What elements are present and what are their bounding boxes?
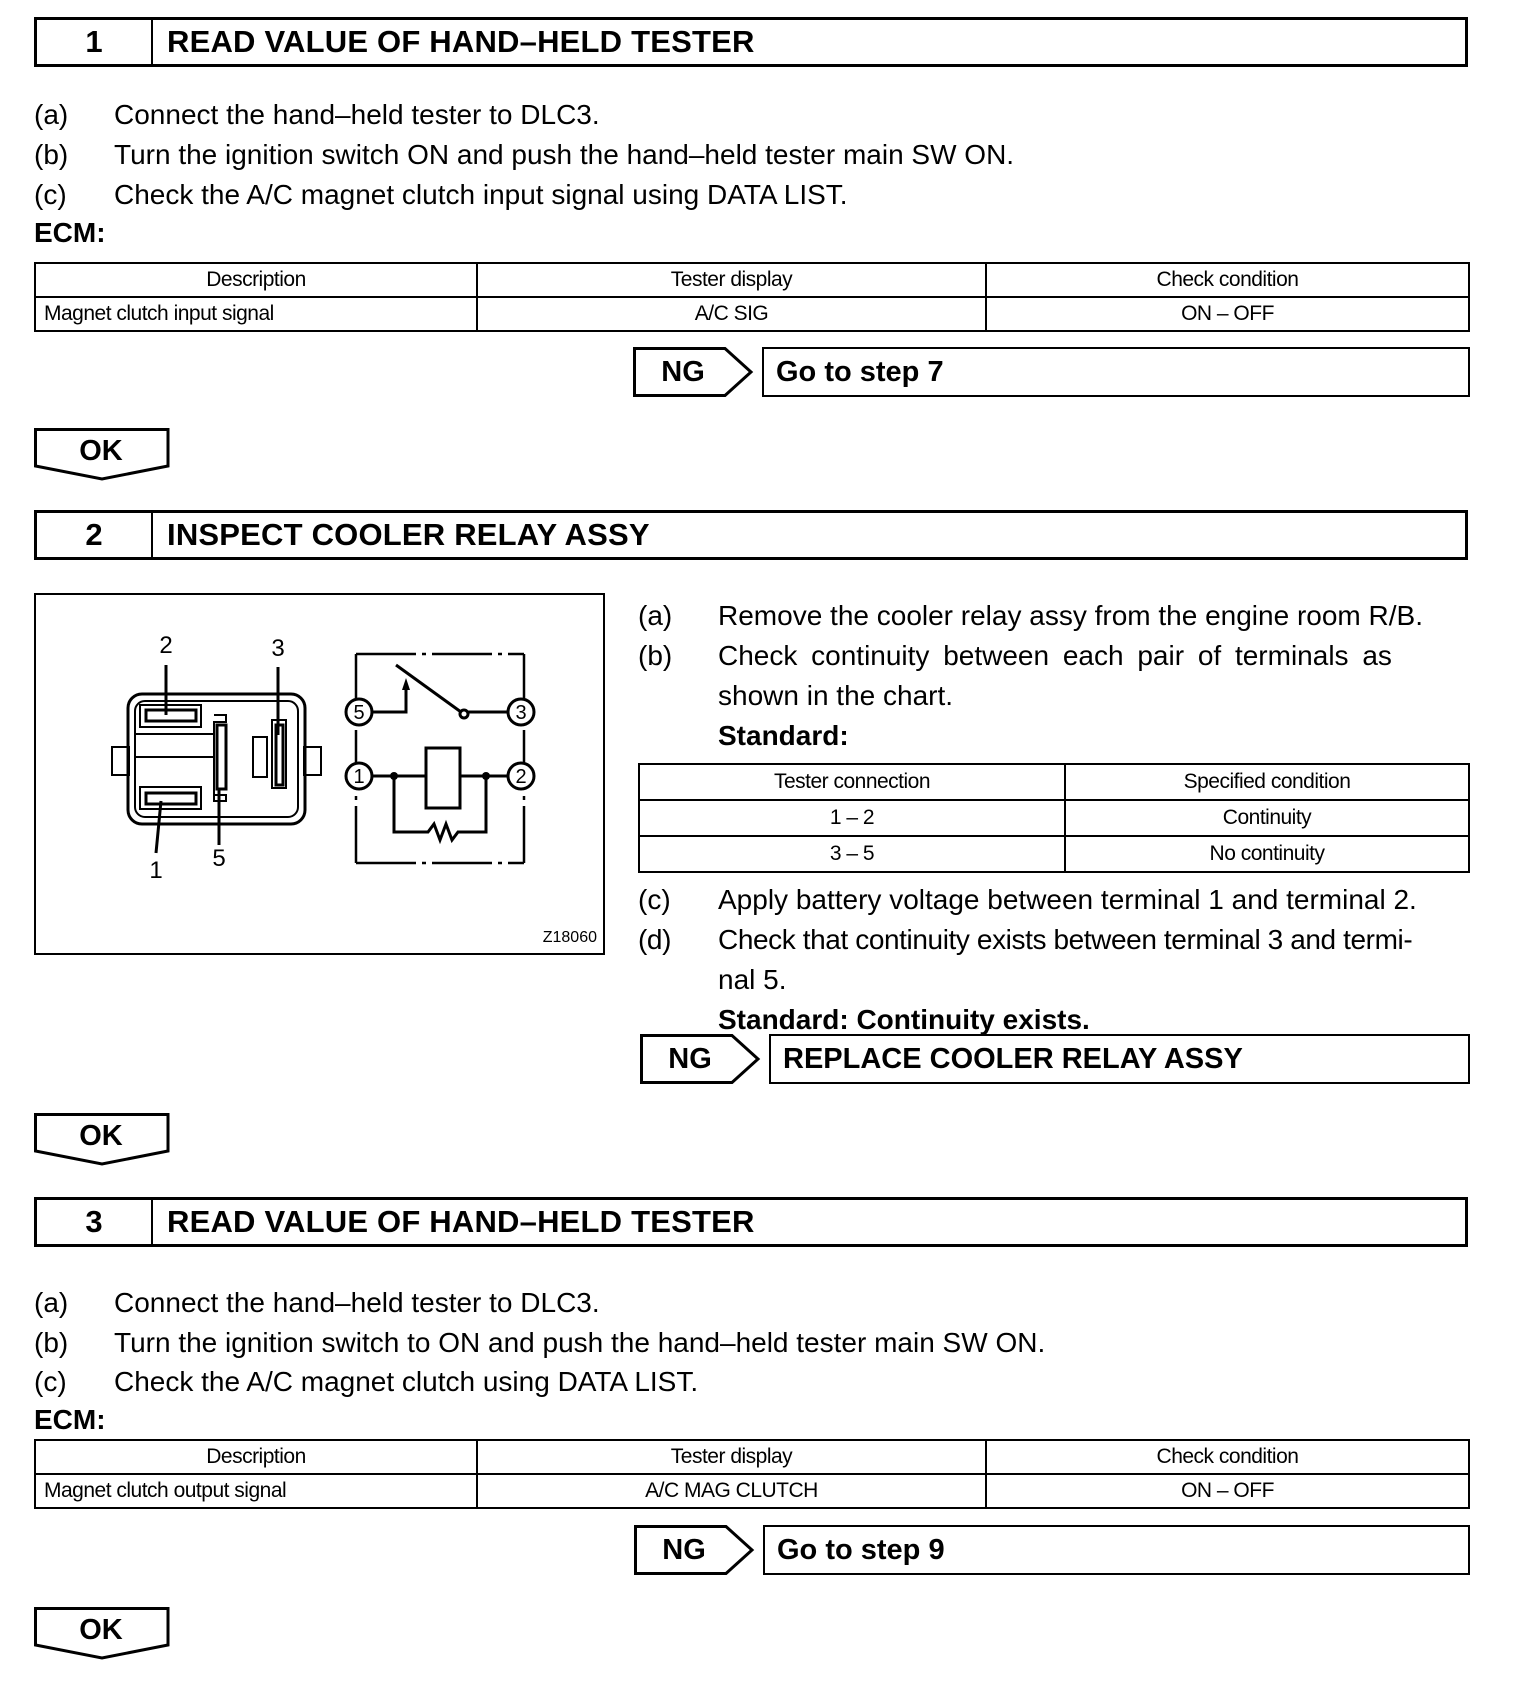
table-header-row bbox=[639, 764, 1469, 800]
instruction-item bbox=[34, 1323, 1045, 1363]
instruction-text: Check the A/C magnet clutch input signal using DATA LIST. bbox=[114, 179, 848, 210]
svg-text:2: 2 bbox=[515, 766, 527, 788]
instruction-label: (a) bbox=[34, 1287, 69, 1318]
instruction-text: Apply battery voltage between terminal 1 and terminal 2. bbox=[718, 884, 1417, 915]
instruction-item bbox=[34, 95, 600, 135]
column-header: Tester connection bbox=[639, 764, 1065, 800]
instruction-label: (a) bbox=[638, 600, 673, 631]
table-cell: ON – OFF bbox=[986, 1474, 1469, 1508]
ng-branch[interactable] bbox=[634, 1525, 1470, 1575]
ok-branch[interactable] bbox=[34, 428, 174, 482]
svg-text:1: 1 bbox=[353, 766, 365, 788]
continuity-table bbox=[638, 763, 1470, 873]
instruction-text: Connect the hand–held tester to DLC3. bbox=[114, 1287, 600, 1318]
table-row bbox=[639, 800, 1469, 836]
svg-text:3: 3 bbox=[515, 702, 527, 724]
ng-arrow-icon bbox=[634, 1525, 756, 1575]
instruction-text: Check continuity between each pair of terminals as bbox=[718, 640, 1392, 671]
step-title: READ VALUE OF HAND–HELD TESTER bbox=[167, 1204, 755, 1239]
relay-diagram bbox=[34, 593, 605, 955]
column-header: Description bbox=[35, 1440, 477, 1474]
table-cell: Magnet clutch output signal bbox=[35, 1474, 477, 1508]
step-title: INSPECT COOLER RELAY ASSY bbox=[167, 517, 650, 552]
step-1-header bbox=[34, 17, 1468, 67]
step-number: 1 bbox=[37, 20, 153, 64]
table-row bbox=[35, 297, 1469, 331]
instruction-text: Turn the ignition switch ON and push the hand–held tester main SW ON. bbox=[114, 139, 1015, 170]
table-cell: ON – OFF bbox=[986, 297, 1469, 331]
ng-target-link[interactable]: REPLACE COOLER RELAY ASSY bbox=[769, 1034, 1470, 1084]
ng-arrow-icon bbox=[633, 347, 755, 397]
table-header-row bbox=[35, 263, 1469, 297]
column-header: Check condition bbox=[986, 263, 1469, 297]
table-cell: Magnet clutch input signal bbox=[35, 297, 477, 331]
instruction-text: Connect the hand–held tester to DLC3. bbox=[114, 99, 600, 130]
ng-target-link[interactable]: Go to step 9 bbox=[763, 1525, 1470, 1575]
instruction-text: Check that continuity exists between terminal 3 and termi- bbox=[718, 924, 1413, 955]
table-row bbox=[35, 1474, 1469, 1508]
ecm-label: ECM: bbox=[34, 1404, 106, 1435]
instruction-text: Remove the cooler relay assy from the engine room R/B. bbox=[718, 600, 1423, 631]
svg-text:3: 3 bbox=[271, 635, 285, 662]
instruction-item bbox=[638, 880, 1417, 920]
ok-label: OK bbox=[79, 1614, 123, 1646]
ng-label: NG bbox=[661, 356, 705, 388]
table-cell: Continuity bbox=[1065, 800, 1469, 836]
column-header: Tester display bbox=[477, 263, 986, 297]
ok-branch[interactable] bbox=[34, 1607, 174, 1661]
ng-arrow-icon bbox=[640, 1034, 762, 1084]
ng-branch[interactable] bbox=[640, 1034, 1470, 1084]
table-header-row bbox=[35, 1440, 1469, 1474]
standard-label: Standard: bbox=[718, 720, 849, 751]
relay-terminal-schematic-icon bbox=[36, 595, 603, 953]
svg-text:1: 1 bbox=[149, 857, 163, 884]
instruction-label: (d) bbox=[638, 924, 672, 955]
table-row bbox=[639, 836, 1469, 872]
diagram-id: Z18060 bbox=[542, 929, 597, 946]
instruction-label: (b) bbox=[34, 1327, 69, 1358]
step-number: 2 bbox=[37, 513, 153, 557]
instruction-label: (a) bbox=[34, 99, 69, 130]
step-2-header bbox=[34, 510, 1468, 560]
column-header: Specified condition bbox=[1065, 764, 1469, 800]
ok-branch[interactable] bbox=[34, 1113, 174, 1167]
instruction-label: (c) bbox=[34, 179, 67, 210]
instruction-item bbox=[34, 175, 848, 215]
ng-branch[interactable] bbox=[633, 347, 1470, 397]
svg-text:5: 5 bbox=[353, 702, 365, 724]
instruction-label: (c) bbox=[638, 884, 671, 915]
column-header: Check condition bbox=[986, 1440, 1469, 1474]
ng-target-link[interactable]: Go to step 7 bbox=[762, 347, 1470, 397]
instruction-continuation: nal 5. bbox=[718, 964, 787, 995]
instruction-item bbox=[638, 920, 1412, 960]
standard-result: Standard: Continuity exists. bbox=[718, 1004, 1090, 1035]
ok-label: OK bbox=[79, 435, 123, 467]
svg-text:5: 5 bbox=[212, 845, 226, 872]
ng-label: NG bbox=[668, 1043, 712, 1075]
ecm-data-table bbox=[34, 1439, 1470, 1509]
table-cell: 1 – 2 bbox=[639, 800, 1065, 836]
instruction-label: (c) bbox=[34, 1366, 67, 1397]
svg-text:2: 2 bbox=[159, 632, 173, 659]
instruction-continuation: shown in the chart. bbox=[718, 680, 954, 711]
instruction-label: (b) bbox=[638, 640, 673, 671]
instruction-text: Check the A/C magnet clutch using DATA LIST. bbox=[114, 1366, 699, 1397]
instruction-item bbox=[34, 1283, 600, 1323]
instruction-item bbox=[34, 135, 1014, 175]
step-number: 3 bbox=[37, 1200, 153, 1244]
instruction-item bbox=[638, 636, 1392, 676]
ecm-label: ECM: bbox=[34, 217, 106, 248]
ok-label: OK bbox=[79, 1120, 123, 1152]
instruction-item bbox=[34, 1362, 698, 1402]
table-cell: A/C SIG bbox=[477, 297, 986, 331]
ecm-data-table bbox=[34, 262, 1470, 332]
table-cell: No continuity bbox=[1065, 836, 1469, 872]
table-cell: A/C MAG CLUTCH bbox=[477, 1474, 986, 1508]
column-header: Tester display bbox=[477, 1440, 986, 1474]
instruction-text: Turn the ignition switch to ON and push the hand–held tester main SW ON. bbox=[114, 1327, 1046, 1358]
instruction-label: (b) bbox=[34, 139, 69, 170]
step-title: READ VALUE OF HAND–HELD TESTER bbox=[167, 24, 755, 59]
ng-label: NG bbox=[662, 1534, 706, 1566]
table-cell: 3 – 5 bbox=[639, 836, 1065, 872]
column-header: Description bbox=[35, 263, 477, 297]
step-3-header bbox=[34, 1197, 1468, 1247]
instruction-item bbox=[638, 596, 1423, 636]
